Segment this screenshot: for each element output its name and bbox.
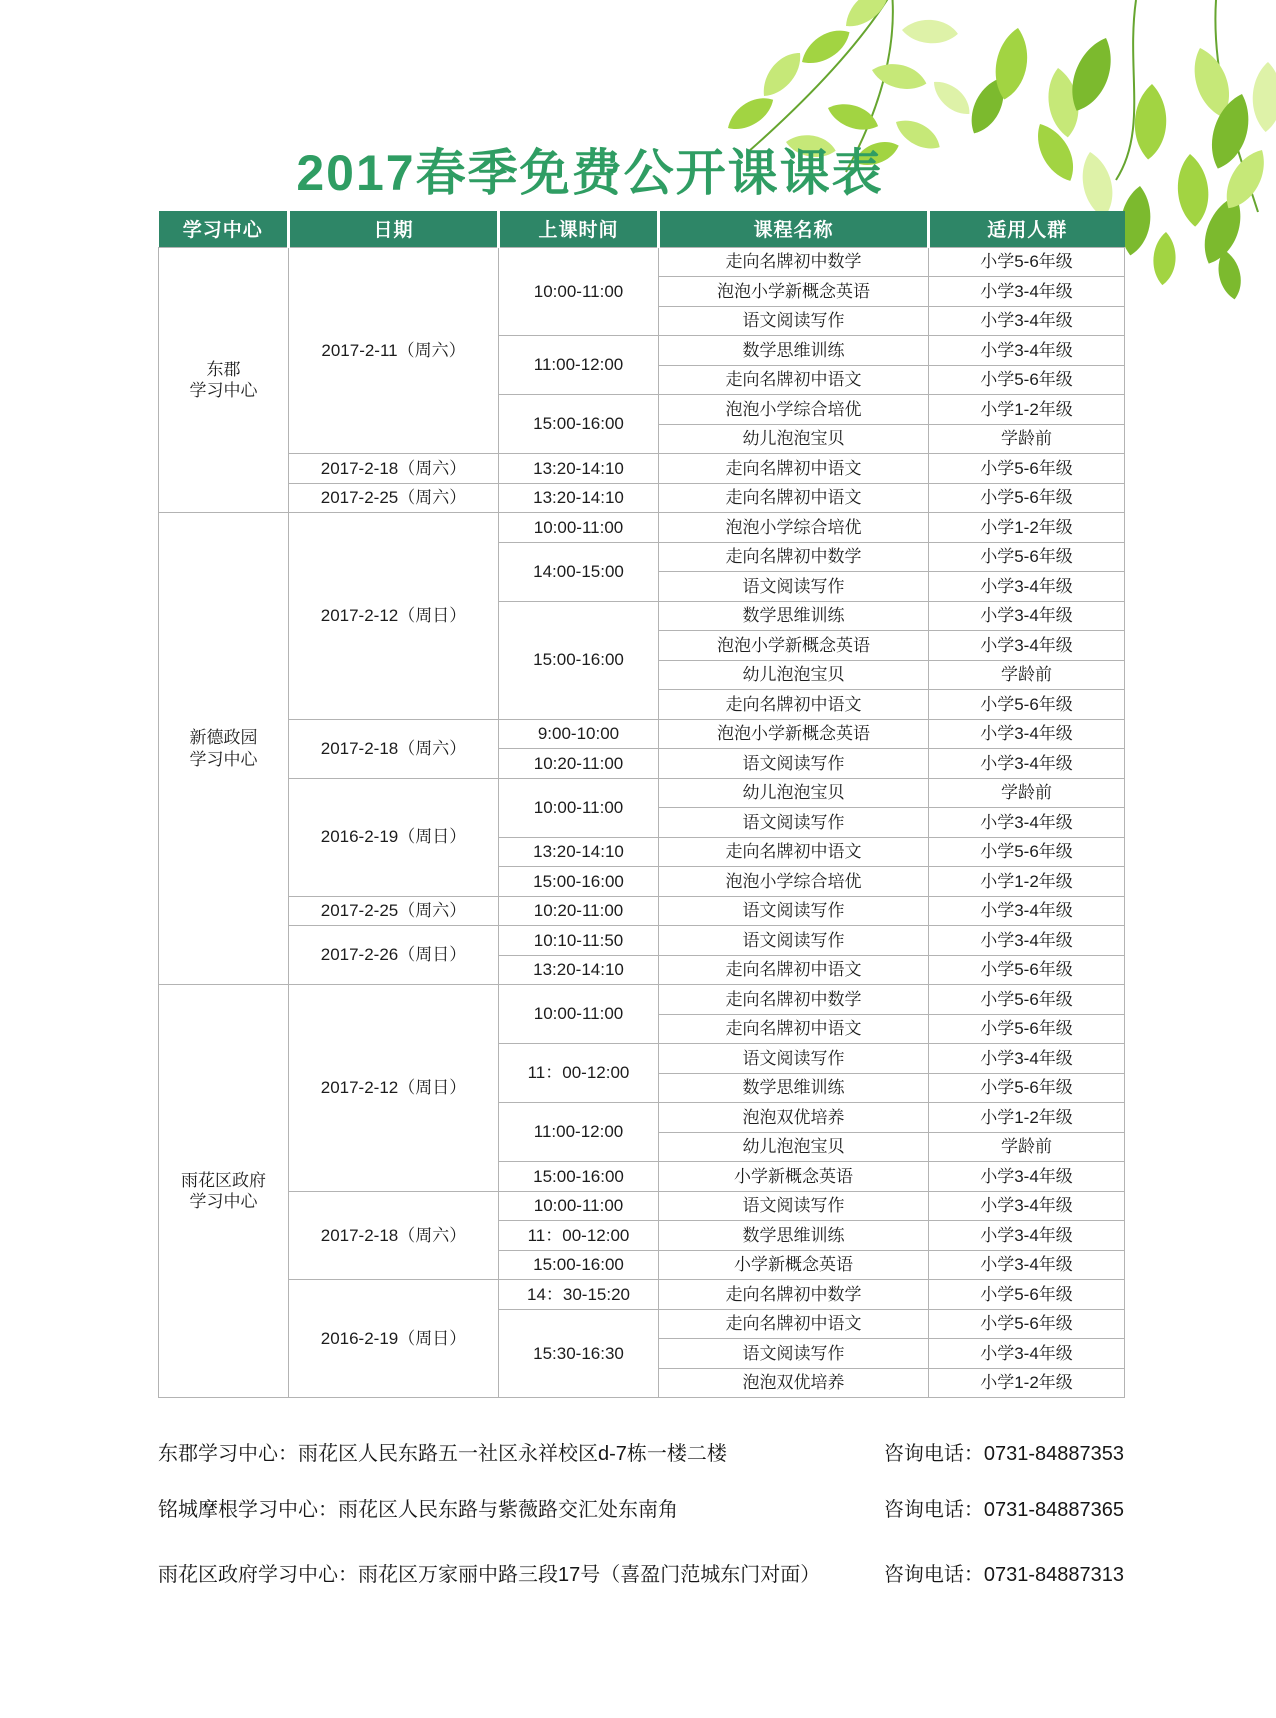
time-cell: 14:00-15:00	[499, 542, 659, 601]
date-cell: 2016-2-19（周日）	[289, 1280, 499, 1398]
audience-cell: 小学3-4年级	[929, 926, 1125, 956]
column-header: 课程名称	[659, 211, 929, 247]
time-cell: 11：00-12:00	[499, 1221, 659, 1251]
audience-cell: 小学5-6年级	[929, 365, 1125, 395]
date-cell: 2017-2-18（周六）	[289, 1191, 499, 1280]
center-address-row	[158, 1558, 1124, 1587]
time-cell: 15:30-16:30	[499, 1309, 659, 1398]
course-cell: 语文阅读写作	[659, 896, 929, 926]
footer-contacts	[158, 1437, 1124, 1587]
course-cell: 走向名牌初中语文	[659, 837, 929, 867]
course-cell: 泡泡小学综合培优	[659, 513, 929, 543]
time-cell: 13:20-14:10	[499, 483, 659, 513]
table-row	[159, 926, 1125, 956]
course-cell: 数学思维训练	[659, 1221, 929, 1251]
center-address: 铭城摩根学习中心：雨花区人民东路与紫薇路交汇处东南角	[158, 1499, 678, 1521]
course-cell: 数学思维训练	[659, 1073, 929, 1103]
table-row	[159, 1191, 1125, 1221]
date-cell: 2017-2-12（周日）	[289, 985, 499, 1192]
course-cell: 语文阅读写作	[659, 572, 929, 602]
course-cell: 走向名牌初中语文	[659, 690, 929, 720]
audience-cell: 学龄前	[929, 660, 1125, 690]
course-cell: 走向名牌初中语文	[659, 955, 929, 985]
column-header: 学习中心	[159, 211, 289, 247]
audience-cell: 学龄前	[929, 1132, 1125, 1162]
course-cell: 走向名牌初中语文	[659, 483, 929, 513]
time-cell: 15:00-16:00	[499, 1250, 659, 1280]
center-address: 雨花区政府学习中心：雨花区万家丽中路三段17号（喜盈门范城东门对面）	[158, 1564, 821, 1586]
course-cell: 泡泡小学综合培优	[659, 867, 929, 897]
table-row	[159, 454, 1125, 484]
table-row	[159, 483, 1125, 513]
schedule-table	[158, 211, 1125, 1398]
column-header: 日期	[289, 211, 499, 247]
audience-cell: 小学1-2年级	[929, 395, 1125, 425]
course-cell: 小学新概念英语	[659, 1162, 929, 1192]
audience-cell: 小学3-4年级	[929, 572, 1125, 602]
audience-cell: 小学5-6年级	[929, 985, 1125, 1015]
course-cell: 幼儿泡泡宝贝	[659, 660, 929, 690]
course-cell: 泡泡小学新概念英语	[659, 631, 929, 661]
audience-cell: 小学3-4年级	[929, 1221, 1125, 1251]
audience-cell: 小学3-4年级	[929, 1191, 1125, 1221]
date-cell: 2017-2-26（周日）	[289, 926, 499, 985]
audience-cell: 小学5-6年级	[929, 955, 1125, 985]
course-cell: 小学新概念英语	[659, 1250, 929, 1280]
course-cell: 走向名牌初中语文	[659, 1309, 929, 1339]
course-cell: 语文阅读写作	[659, 749, 929, 779]
audience-cell: 小学5-6年级	[929, 1073, 1125, 1103]
center-address: 东郡学习中心：雨花区人民东路五一社区永祥校区d-7栋一楼二楼	[158, 1443, 727, 1465]
time-cell: 10:00-11:00	[499, 1191, 659, 1221]
time-cell: 10:20-11:00	[499, 749, 659, 779]
course-cell: 走向名牌初中语文	[659, 365, 929, 395]
center-address-row	[158, 1437, 1124, 1466]
course-cell: 语文阅读写作	[659, 1044, 929, 1074]
date-cell: 2017-2-11（周六）	[289, 247, 499, 454]
time-cell: 13:20-14:10	[499, 837, 659, 867]
audience-cell: 小学3-4年级	[929, 808, 1125, 838]
audience-cell: 小学5-6年级	[929, 1309, 1125, 1339]
time-cell: 11:00-12:00	[499, 336, 659, 395]
date-cell: 2017-2-18（周六）	[289, 719, 499, 778]
course-cell: 数学思维训练	[659, 601, 929, 631]
course-cell: 语文阅读写作	[659, 1339, 929, 1369]
course-cell: 泡泡小学新概念英语	[659, 277, 929, 307]
course-cell: 语文阅读写作	[659, 1191, 929, 1221]
course-cell: 语文阅读写作	[659, 306, 929, 336]
course-cell: 走向名牌初中数学	[659, 542, 929, 572]
page-title: 2017春季免费公开课课表	[296, 145, 884, 201]
time-cell: 15:00-16:00	[499, 867, 659, 897]
course-cell: 走向名牌初中数学	[659, 1280, 929, 1310]
audience-cell: 小学5-6年级	[929, 837, 1125, 867]
audience-cell: 小学3-4年级	[929, 1162, 1125, 1192]
audience-cell: 小学3-4年级	[929, 601, 1125, 631]
time-cell: 14：30-15:20	[499, 1280, 659, 1310]
center-phone: 咨询电话：0731-84887313	[883, 1564, 1124, 1586]
center-cell: 新德政园 学习中心	[159, 513, 289, 985]
audience-cell: 小学3-4年级	[929, 1339, 1125, 1369]
center-address-row	[158, 1493, 1124, 1522]
audience-cell: 小学5-6年级	[929, 454, 1125, 484]
date-cell: 2017-2-12（周日）	[289, 513, 499, 720]
time-cell: 15:00-16:00	[499, 601, 659, 719]
course-cell: 语文阅读写作	[659, 926, 929, 956]
audience-cell: 小学3-4年级	[929, 631, 1125, 661]
audience-cell: 小学1-2年级	[929, 513, 1125, 543]
audience-cell: 小学5-6年级	[929, 483, 1125, 513]
audience-cell: 小学1-2年级	[929, 1103, 1125, 1133]
date-cell: 2017-2-18（周六）	[289, 454, 499, 484]
audience-cell: 小学3-4年级	[929, 896, 1125, 926]
course-cell: 幼儿泡泡宝贝	[659, 778, 929, 808]
time-cell: 10:20-11:00	[499, 896, 659, 926]
table-row	[159, 985, 1125, 1015]
time-cell: 11:00-12:00	[499, 1103, 659, 1162]
table-row	[159, 247, 1125, 277]
audience-cell: 小学3-4年级	[929, 719, 1125, 749]
center-cell: 雨花区政府 学习中心	[159, 985, 289, 1398]
center-cell: 东郡 学习中心	[159, 247, 289, 513]
course-cell: 走向名牌初中数学	[659, 985, 929, 1015]
course-cell: 走向名牌初中语文	[659, 1014, 929, 1044]
time-cell: 15:00-16:00	[499, 1162, 659, 1192]
table-row	[159, 1280, 1125, 1310]
course-cell: 幼儿泡泡宝贝	[659, 424, 929, 454]
course-cell: 走向名牌初中语文	[659, 454, 929, 484]
time-cell: 10:00-11:00	[499, 778, 659, 837]
course-cell: 语文阅读写作	[659, 808, 929, 838]
column-header: 上课时间	[499, 211, 659, 247]
audience-cell: 小学3-4年级	[929, 336, 1125, 366]
table-row	[159, 513, 1125, 543]
center-phone: 咨询电话：0731-84887365	[883, 1499, 1124, 1521]
time-cell: 10:10-11:50	[499, 926, 659, 956]
audience-cell: 小学3-4年级	[929, 1044, 1125, 1074]
course-cell: 泡泡双优培养	[659, 1368, 929, 1398]
time-cell: 11：00-12:00	[499, 1044, 659, 1103]
audience-cell: 小学5-6年级	[929, 542, 1125, 572]
audience-cell: 小学3-4年级	[929, 277, 1125, 307]
audience-cell: 小学5-6年级	[929, 690, 1125, 720]
course-cell: 幼儿泡泡宝贝	[659, 1132, 929, 1162]
time-cell: 13:20-14:10	[499, 955, 659, 985]
audience-cell: 小学3-4年级	[929, 1250, 1125, 1280]
course-cell: 泡泡双优培养	[659, 1103, 929, 1133]
table-row	[159, 719, 1125, 749]
time-cell: 10:00-11:00	[499, 513, 659, 543]
time-cell: 10:00-11:00	[499, 985, 659, 1044]
course-cell: 数学思维训练	[659, 336, 929, 366]
time-cell: 10:00-11:00	[499, 247, 659, 336]
audience-cell: 小学5-6年级	[929, 247, 1125, 277]
table-row	[159, 896, 1125, 926]
date-cell: 2017-2-25（周六）	[289, 483, 499, 513]
time-cell: 13:20-14:10	[499, 454, 659, 484]
date-cell: 2016-2-19（周日）	[289, 778, 499, 896]
audience-cell: 小学3-4年级	[929, 306, 1125, 336]
course-cell: 泡泡小学综合培优	[659, 395, 929, 425]
audience-cell: 小学1-2年级	[929, 1368, 1125, 1398]
audience-cell: 小学1-2年级	[929, 867, 1125, 897]
course-cell: 走向名牌初中数学	[659, 247, 929, 277]
time-cell: 9:00-10:00	[499, 719, 659, 749]
audience-cell: 小学5-6年级	[929, 1014, 1125, 1044]
audience-cell: 学龄前	[929, 424, 1125, 454]
center-phone: 咨询电话：0731-84887353	[883, 1443, 1124, 1465]
date-cell: 2017-2-25（周六）	[289, 896, 499, 926]
audience-cell: 小学3-4年级	[929, 749, 1125, 779]
audience-cell: 小学5-6年级	[929, 1280, 1125, 1310]
course-cell: 泡泡小学新概念英语	[659, 719, 929, 749]
column-header: 适用人群	[929, 211, 1125, 247]
time-cell: 15:00-16:00	[499, 395, 659, 454]
audience-cell: 学龄前	[929, 778, 1125, 808]
table-row	[159, 778, 1125, 808]
